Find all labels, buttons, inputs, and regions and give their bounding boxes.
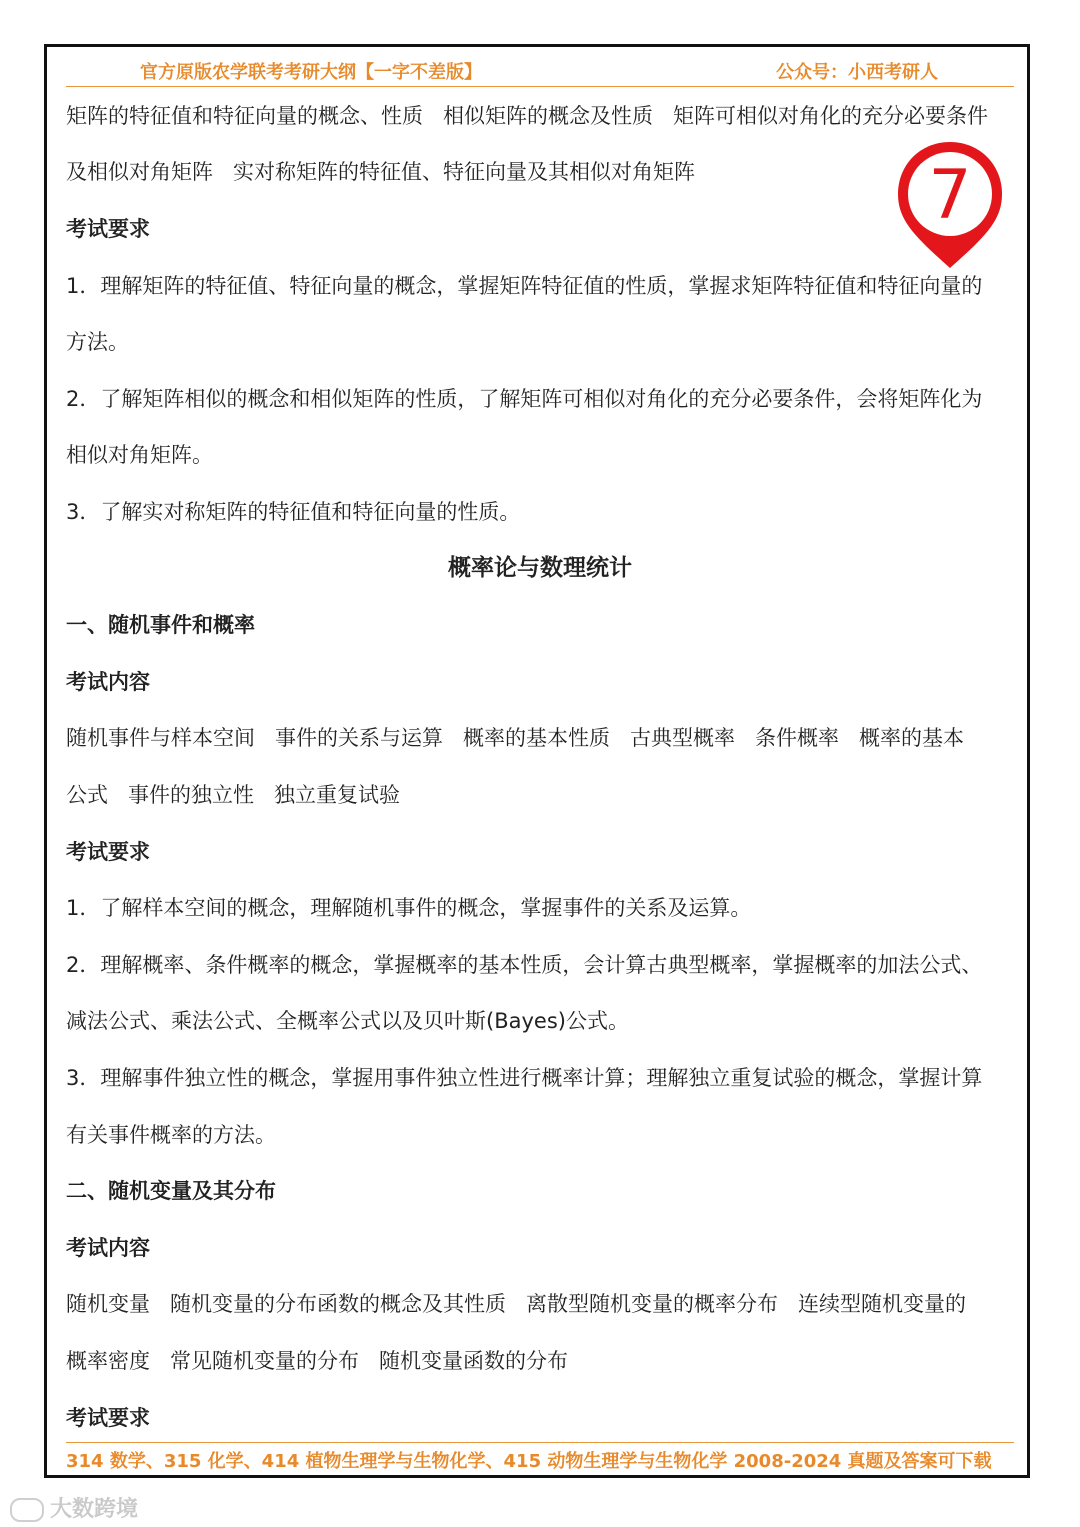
requirement-text: 1．理解矩阵的特征值、特征向量的概念，掌握矩阵特征值的性质，掌握求矩阵特征值和特征向量的 bbox=[66, 274, 983, 298]
requirement-text: 2．了解矩阵相似的概念和相似矩阵的性质，了解矩阵可相似对角化的充分必要条件，会将矩阵化为 bbox=[66, 387, 983, 411]
content-line bbox=[66, 1289, 1014, 1319]
subsection-title: 二、随机变量及其分布 bbox=[66, 1179, 276, 1203]
topic-item: 古典型概率 bbox=[630, 726, 735, 750]
requirement-text: 方法。 bbox=[66, 330, 129, 354]
requirement-text: 有关事件概率的方法。 bbox=[66, 1123, 276, 1147]
topic-item: 随机变量函数的分布 bbox=[379, 1349, 568, 1373]
content-line bbox=[66, 723, 1014, 753]
page-header bbox=[66, 54, 1014, 87]
topic-item: 概率的基本 bbox=[859, 726, 964, 750]
page-footer: 314 数学、315 化学、414 植物生理学与生物化学、415 动物生理学与生物化学 2008-2024 真题及答案可下载 bbox=[66, 1442, 1014, 1473]
topic-item: 连续型随机变量的 bbox=[798, 1292, 966, 1316]
topic-item: 随机事件与样本空间 bbox=[66, 726, 255, 750]
topic-item: 概率密度 bbox=[66, 1349, 150, 1373]
subsection-title: 一、随机事件和概率 bbox=[66, 613, 255, 637]
content-heading: 考试内容 bbox=[66, 670, 150, 694]
topic-item: 常见随机变量的分布 bbox=[170, 1349, 359, 1373]
requirement-text: 3．了解实对称矩阵的特征值和特征向量的性质。 bbox=[66, 500, 521, 524]
page-number: 7 bbox=[928, 156, 972, 235]
requirement-text: 相似对角矩阵。 bbox=[66, 443, 213, 467]
requirements-heading: 考试要求 bbox=[66, 840, 150, 864]
topic-item: 离散型随机变量的概率分布 bbox=[526, 1292, 778, 1316]
topic-item: 条件概率 bbox=[755, 726, 839, 750]
header-account: 公众号：小西考研人 bbox=[776, 62, 938, 83]
section-title: 概率论与数理统计 bbox=[448, 555, 632, 581]
content-heading: 考试内容 bbox=[66, 1236, 150, 1260]
requirement-text: 1．了解样本空间的概念，理解随机事件的概念，掌握事件的关系及运算。 bbox=[66, 896, 752, 920]
topic-item: 实对称矩阵的特征值、特征向量及其相似对角矩阵 bbox=[233, 160, 695, 184]
requirement-text: 3．理解事件独立性的概念，掌握用事件独立性进行概率计算；理解独立重复试验的概念，掌握计算 bbox=[66, 1066, 983, 1090]
topic-item: 随机变量 bbox=[66, 1292, 150, 1316]
topic-item: 独立重复试验 bbox=[274, 783, 400, 807]
watermark-logo-icon bbox=[10, 1498, 44, 1522]
topic-item: 随机变量的分布函数的概念及其性质 bbox=[170, 1292, 506, 1316]
topic-item: 矩阵可相似对角化的充分必要条件 bbox=[673, 104, 988, 128]
requirements-heading: 考试要求 bbox=[66, 1406, 150, 1430]
content-line bbox=[66, 157, 1014, 187]
header-title: 官方原版农学联考考研大纲【一字不差版】 bbox=[140, 62, 482, 83]
watermark bbox=[10, 1492, 138, 1523]
requirement-text: 2．理解概率、条件概率的概念，掌握概率的基本性质，会计算古典型概率，掌握概率的加法公式、 bbox=[66, 953, 983, 977]
requirement-text: 减法公式、乘法公式、全概率公式以及贝叶斯(Bayes)公式。 bbox=[66, 1009, 629, 1033]
topic-item: 概率的基本性质 bbox=[463, 726, 610, 750]
content-line bbox=[66, 101, 1014, 131]
content-line bbox=[66, 1346, 1014, 1376]
topic-item: 事件的关系与运算 bbox=[275, 726, 443, 750]
requirements-heading: 考试要求 bbox=[66, 217, 150, 241]
topic-item: 及相似对角矩阵 bbox=[66, 160, 213, 184]
topic-item: 矩阵的特征值和特征向量的概念、性质 bbox=[66, 104, 423, 128]
topic-item: 公式 bbox=[66, 783, 108, 807]
watermark-text: 大数跨境 bbox=[50, 1497, 139, 1522]
topic-item: 事件的独立性 bbox=[128, 783, 254, 807]
content-line bbox=[66, 780, 1014, 810]
topic-item: 相似矩阵的概念及性质 bbox=[443, 104, 653, 128]
